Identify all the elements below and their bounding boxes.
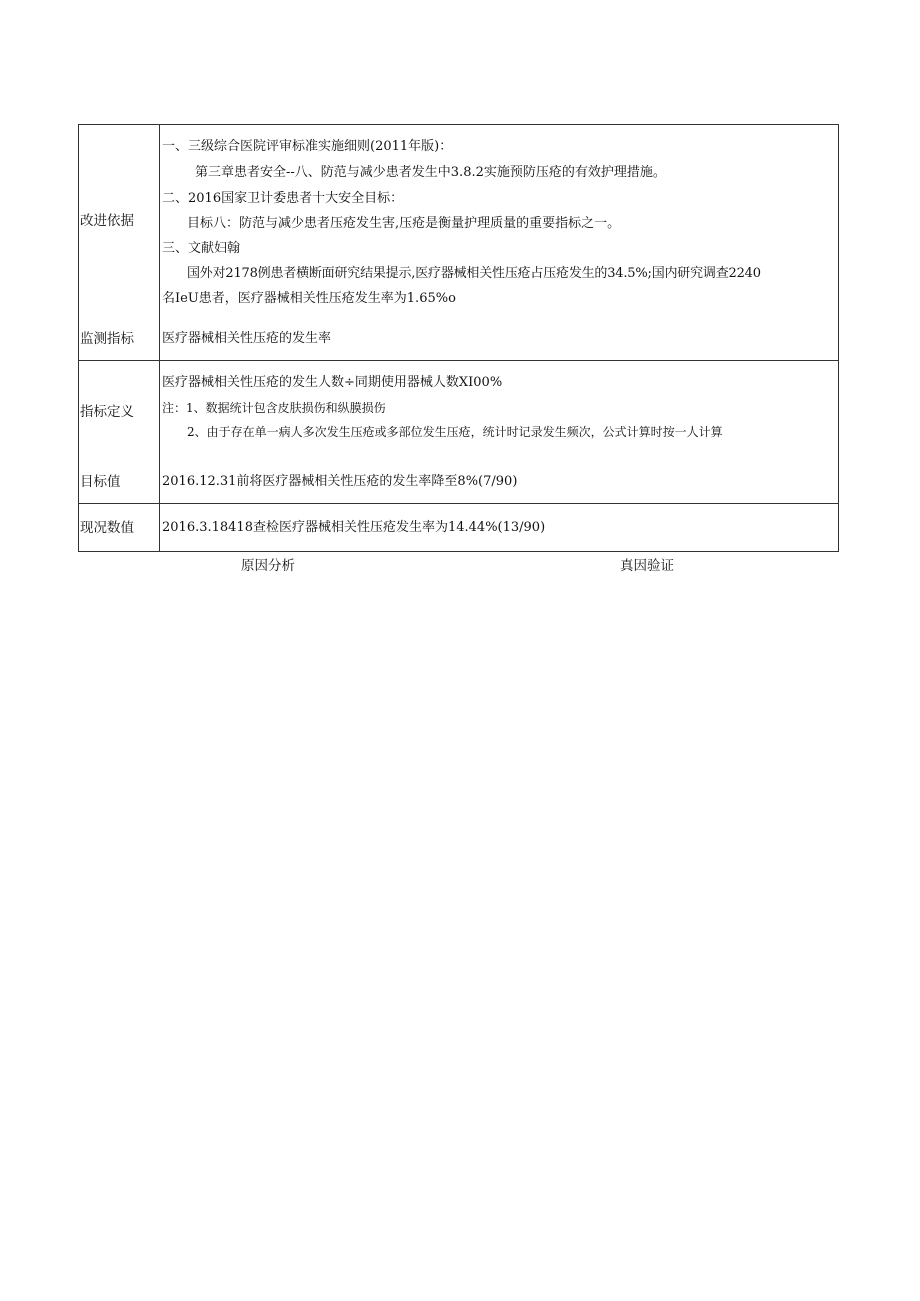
definition-row — [79, 360, 838, 503]
footer-cause-analysis: 原因分析 — [241, 558, 295, 574]
definition-label-cell — [79, 361, 160, 503]
definition-content — [160, 361, 838, 503]
basis-line-3: 二、2016国家卫计委患者十大安全目标： — [162, 191, 404, 206]
monitor-value: 医疗器械相关性压疮的发生率 — [162, 331, 332, 346]
basis-line-6: 国外对2178例患者横断面研究结果提示,医疗器械相关性压疮占压疮发生的34.5%;国内研究调查2240 — [187, 266, 761, 281]
basis-label: 改进依据 — [80, 213, 134, 229]
basis-line-7: 名IeU患者，医疗器械相关性压疮发生率为1.65%o — [162, 291, 456, 306]
current-label: 现况数值 — [80, 520, 134, 536]
current-value: 2016.3.18418查检医疗器械相关性压疮发生率为14.44%(13/90) — [162, 520, 546, 535]
footer-root-cause-verification: 真因验证 — [620, 558, 674, 574]
basis-line-4: 目标八：防范与减少患者压疮发生害,压疮是衡量护理质量的重要指标之一。 — [187, 216, 621, 231]
current-row — [79, 503, 838, 551]
basis-row — [79, 125, 838, 319]
definition-label: 指标定义 — [80, 404, 134, 420]
indicator-table — [78, 124, 839, 552]
basis-line-1: 一、三级综合医院评审标准实施细则(2011年版)： — [162, 139, 453, 154]
target-label: 目标值 — [80, 474, 121, 490]
basis-line-2: 第三章患者安全--八、防范与减少患者发生中3.8.2实施预防压疮的有效护理措施。 — [195, 165, 666, 180]
basis-content — [160, 125, 838, 319]
definition-note-1: 注：1、数据统计包含皮肤损伤和纵膜损伤 — [162, 401, 386, 415]
current-content — [160, 504, 838, 551]
definition-note-2: 2、由于存在单一病人多次发生压疮或多部位发生压疮，统计时记录发生频次，公式计算时按一人计算 — [187, 425, 723, 439]
current-label-cell — [79, 504, 160, 551]
target-value: 2016.12.31前将医疗器械相关性压疮的发生率降至8%(7/90) — [162, 474, 518, 489]
monitor-content — [160, 319, 838, 360]
basis-line-5: 三、文献妇翰 — [162, 241, 241, 256]
monitor-label: 监测指标 — [80, 331, 134, 347]
monitor-label-cell — [79, 319, 160, 360]
monitor-row — [79, 319, 838, 360]
definition-formula: 医疗器械相关性压疮的发生人数÷同期使用器械人数XI00% — [162, 375, 503, 390]
basis-label-cell — [79, 125, 160, 319]
